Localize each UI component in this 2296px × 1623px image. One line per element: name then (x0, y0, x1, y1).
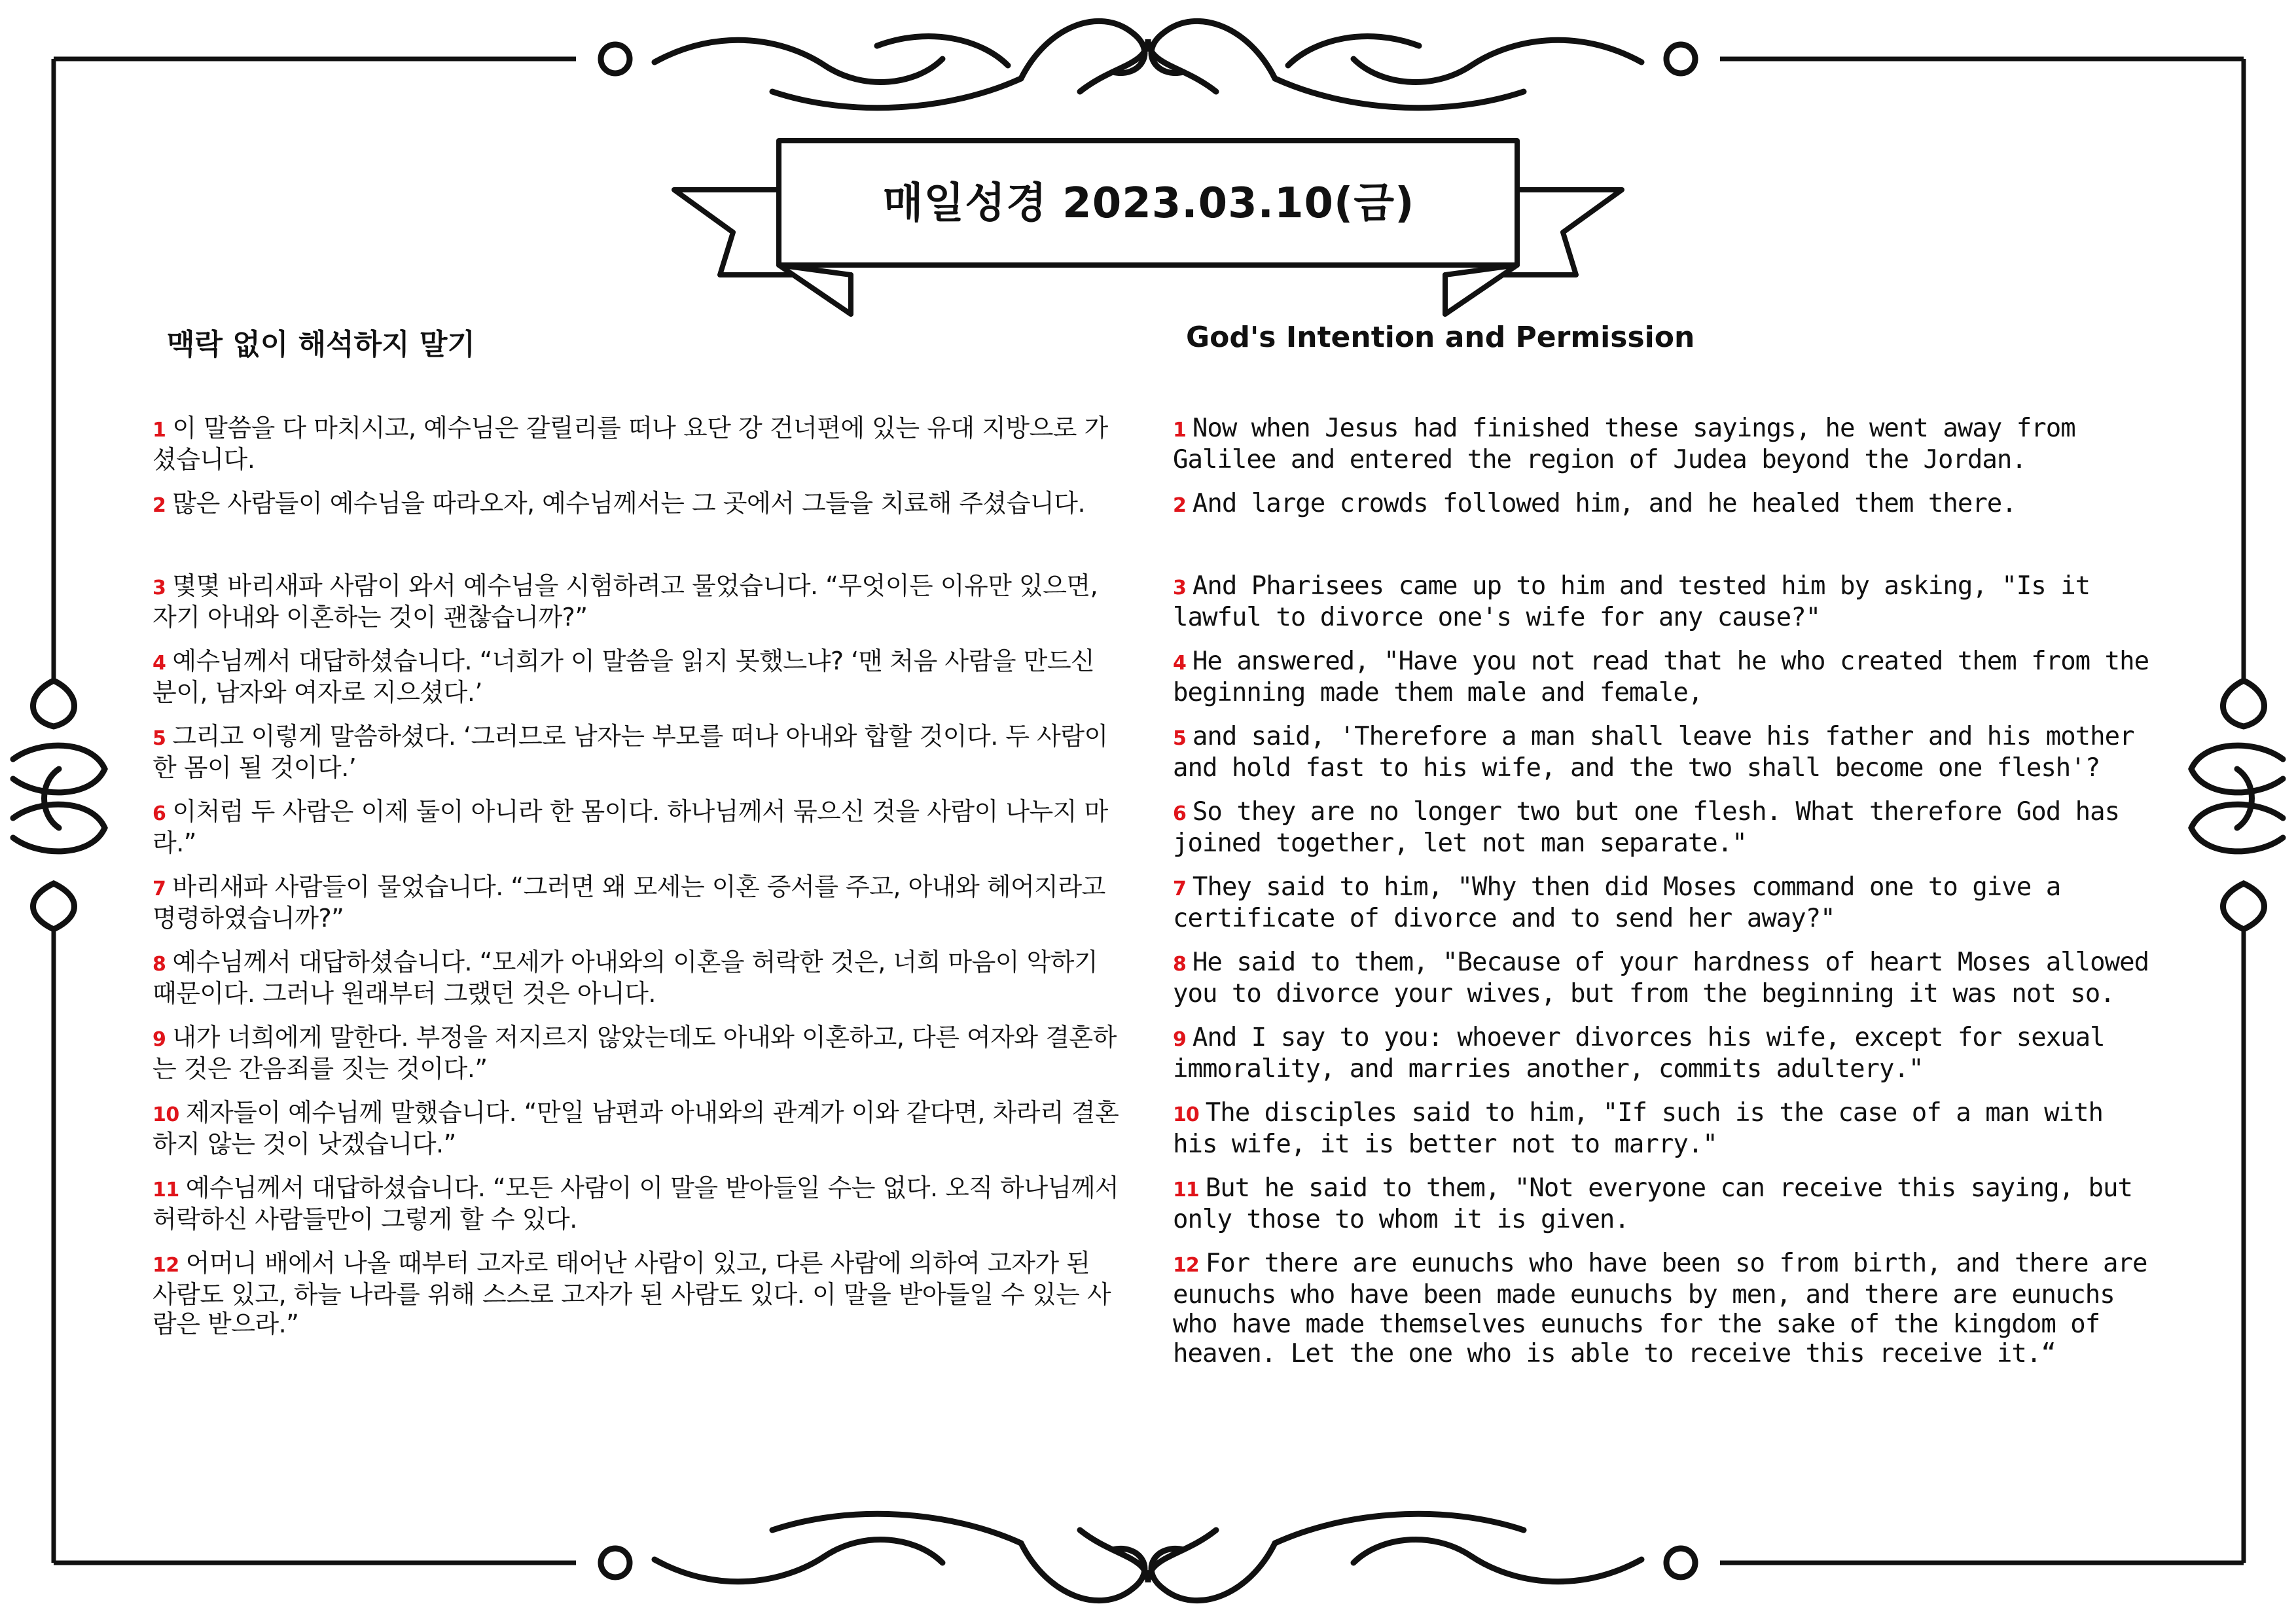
english-verse (1173, 948, 2155, 1008)
verse-text: 이처럼 두 사람은 이제 둘이 아니라 한 몸이다. 하나님께서 묶으신 것을 사람이 나누지 마라.” (152, 797, 1108, 857)
english-verse (1173, 872, 2155, 933)
verse-number: 4 (152, 652, 166, 675)
korean-verse (152, 1249, 1121, 1339)
verse-number: 10 (1173, 1103, 1199, 1126)
verse-number: 12 (152, 1254, 179, 1277)
verse-number: 1 (1173, 419, 1186, 442)
korean-verse (152, 571, 1121, 632)
english-verse (1173, 571, 2155, 632)
verse-text: 제자들이 예수님께 말했습니다. “만일 남편과 아내와의 관계가 이와 같다면, 차라리 결혼하지 않는 것이 낫겠습니다.” (152, 1098, 1119, 1158)
english-verse (1173, 722, 2155, 783)
verse-number: 8 (1173, 953, 1186, 976)
verse-text: 예수님께서 대답하셨습니다. “너희가 이 말씀을 읽지 못했느냐? ‘맨 처음 사람을 만드신 분이, 남자와 여자로 지으셨다.’ (152, 647, 1095, 707)
verse-text: 바리새파 사람들이 물었습니다. “그러면 왜 모세는 이혼 증서를 주고, 아내와 헤어지라고 명령하였습니까?” (152, 872, 1105, 933)
verse-number: 11 (1173, 1179, 1199, 1202)
korean-verse (152, 489, 1121, 520)
korean-verse (152, 647, 1121, 707)
verse-number: 12 (1173, 1254, 1199, 1277)
english-verse (1173, 489, 2155, 520)
right-side-ornament (2191, 681, 2283, 929)
verse-text: 예수님께서 대답하셨습니다. “모세가 아내와의 이혼을 허락한 것은, 너희 마음이 악하기 때문이다. 그러나 원래부터 그랬던 것은 아니다. (152, 948, 1098, 1008)
verse-text: 많은 사람들이 예수님을 따라오자, 예수님께서는 그 곳에서 그들을 치료해 주셨습니다. (172, 489, 1086, 518)
verse-number: 8 (152, 953, 166, 976)
verse-number: 2 (1173, 494, 1186, 517)
verse-number: 11 (152, 1179, 179, 1202)
english-verse (1173, 414, 2155, 474)
korean-verse (152, 1023, 1121, 1084)
verse-text: 내가 너희에게 말한다. 부정을 저지르지 않았는데도 아내와 이혼하고, 다른 여자와 결혼하는 것은 간음죄를 짓는 것이다.” (152, 1023, 1117, 1083)
verse-number: 5 (152, 727, 166, 750)
verse-text: But he said to them, "Not everyone can receive this saying, but only those to whom it is given. (1173, 1173, 2132, 1234)
english-verse (1173, 1023, 2155, 1084)
english-verse (1173, 1249, 2155, 1368)
verse-text: And Pharisees came up to him and tested him by asking, "Is it lawful to divorce one's wife for any cause?" (1173, 571, 2090, 632)
verse-number: 3 (152, 577, 166, 599)
verse-text: For there are eunuchs who have been so from birth, and there are eunuchs who have been made eunuchs by men, and there are eunuchs who have made themselves eunuchs for the sake of the kingdom of heaven. Let the one who is able to receive this receive it.“ (1173, 1249, 2147, 1368)
verse-text: He answered, "Have you not read that he who created them from the beginning made them male and female, (1173, 647, 2149, 707)
korean-verse (152, 797, 1121, 858)
verse-text: 예수님께서 대답하셨습니다. “모든 사람이 이 말을 받아들일 수는 없다. 오직 하나님께서 허락하신 사람들만이 그렇게 할 수 있다. (152, 1173, 1119, 1234)
english-verse (1173, 797, 2155, 858)
verse-text: 이 말씀을 다 마치시고, 예수님은 갈릴리를 떠나 요단 강 건너편에 있는 유대 지방으로 가셨습니다. (152, 414, 1108, 474)
verse-text: They said to him, "Why then did Moses command one to give a certificate of divorce and to send her away?" (1173, 872, 2061, 933)
verse-number: 4 (1173, 652, 1186, 675)
verse-number: 2 (152, 494, 166, 517)
top-flourish-ornament (601, 21, 1695, 107)
verse-text: 어머니 배에서 나올 때부터 고자로 태어난 사람이 있고, 다른 사람에 의하여 고자가 된 사람도 있고, 하늘 나라를 위해 스스로 고자가 된 사람도 있다. 이 말을 받아들일 수 있는 사람은 받으라.” (152, 1249, 1111, 1338)
verse-text: 몇몇 바리새파 사람이 와서 예수님을 시험하려고 물었습니다. “무엇이든 이유만 있으면, 자기 아내와 이혼하는 것이 괜찮습니까?” (152, 571, 1098, 632)
verse-text: And I say to you: whoever divorces his wife, except for sexual immorality, and marries another, commits adultery." (1173, 1023, 2105, 1084)
verse-number: 6 (152, 802, 166, 825)
korean-section-heading: 맥락 없이 해석하지 말기 (167, 328, 475, 361)
english-verse (1173, 1098, 2155, 1159)
verse-number: 7 (152, 878, 166, 901)
verse-text: He said to them, "Because of your hardness of heart Moses allowed you to divorce your wives, but from the beginning it was not so. (1173, 948, 2149, 1008)
verse-number: 7 (1173, 878, 1186, 901)
verse-number: 5 (1173, 727, 1186, 750)
korean-verse (152, 722, 1121, 783)
korean-verse (152, 872, 1121, 933)
verse-number: 6 (1173, 802, 1186, 825)
bottom-flourish-ornament (601, 1514, 1695, 1600)
korean-verse (152, 948, 1121, 1008)
verse-number: 9 (1173, 1028, 1186, 1051)
korean-verses-column (152, 414, 1121, 1353)
korean-verse (152, 414, 1121, 474)
verse-text: The disciples said to him, "If such is the case of a man with his wife, it is better not to marry." (1173, 1098, 2104, 1159)
verse-text: Now when Jesus had finished these sayings, he went away from Galilee and entered the region of Judea beyond the Jordan. (1173, 414, 2075, 474)
korean-verse (152, 1098, 1121, 1159)
english-verse (1173, 1173, 2155, 1234)
korean-verse (152, 1173, 1121, 1234)
verse-text: 그리고 이렇게 말씀하셨다. ‘그러므로 남자는 부모를 떠나 아내와 합할 것이다. 두 사람이 한 몸이 될 것이다.’ (152, 722, 1108, 782)
verse-text: And large crowds followed him, and he healed them there. (1192, 489, 2017, 518)
verse-number: 3 (1173, 577, 1186, 599)
english-section-heading: God's Intention and Permission (1186, 321, 1695, 354)
verse-text: and said, 'Therefore a man shall leave his father and his mother and hold fast to his wife, and the two shall become one flesh'? (1173, 722, 2134, 783)
verse-text: So they are no longer two but one flesh. What therefore God has joined together, let not man separate." (1173, 797, 2120, 858)
banner-title: 매일성경 2023.03.10(금) (882, 179, 1415, 228)
verse-number: 10 (152, 1103, 179, 1126)
left-side-ornament (13, 681, 105, 929)
verse-number: 1 (152, 419, 166, 442)
english-verses-column (1173, 414, 2155, 1383)
verse-number: 9 (152, 1028, 166, 1051)
english-verse (1173, 647, 2155, 707)
